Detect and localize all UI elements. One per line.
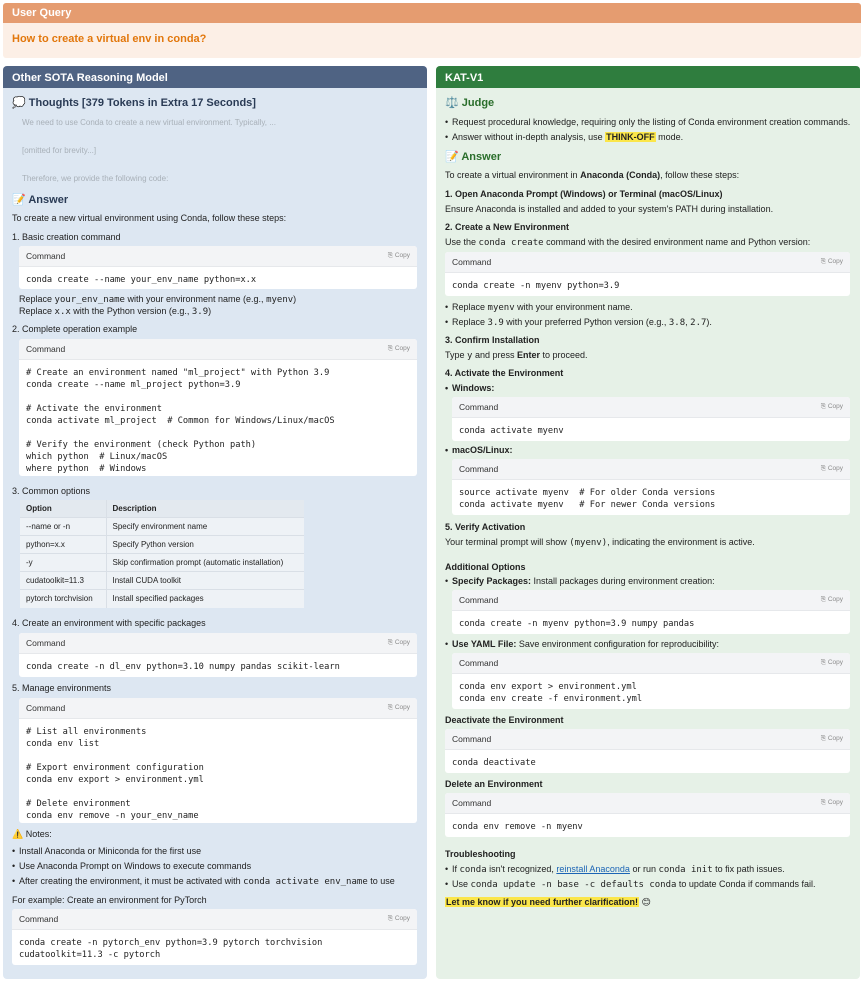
speech-bubble-icon: 💭 <box>12 97 26 109</box>
answer-title: Answer <box>461 151 502 163</box>
table-row <box>20 518 304 536</box>
code-label: Command <box>452 734 492 744</box>
judge-item: • Request procedural knowledge, requiring only the listing of Conda environment creation commands. <box>445 116 850 128</box>
copy-button[interactable]: ⎘ Copy <box>387 704 410 711</box>
replace-item: • Replace 3.9 with your preferred Python version (e.g., 3.8, 2.7). <box>445 316 712 329</box>
note-item: • Use Anaconda Prompt on Windows to execute commands <box>12 860 251 872</box>
trouble-item: • Use conda update -n base -c defaults conda to update Conda if commands fail. <box>445 878 816 891</box>
step-title: 3. Confirm Installation <box>445 335 540 345</box>
user-query-header: User Query <box>3 3 861 23</box>
code-block <box>452 590 850 634</box>
code-content: # Create an environment named "ml_project" with Python 3.9 conda create --name ml_project python=3.9 # Activate the environment conda activate ml_project # Common for Windows/Linux/macOS # Verify the environment (check Python path) which python # Linux/macOS where python # Windows <box>26 368 335 474</box>
sota-model-panel <box>3 66 427 979</box>
code-label: Command <box>459 402 499 412</box>
code-label: Command <box>26 251 66 261</box>
table-row <box>20 590 304 608</box>
table-cell: Install CUDA toolkit <box>106 572 304 590</box>
table-row <box>20 572 304 590</box>
code-label: Command <box>19 914 59 924</box>
step-text: Ensure Anaconda is installed and added to your system's PATH during installation. <box>445 204 774 214</box>
answer-heading <box>445 151 501 163</box>
copy-button[interactable]: ⎘ Copy <box>820 258 843 265</box>
code-content: conda activate myenv <box>459 426 564 436</box>
warning-icon: ⚠️ <box>12 829 24 839</box>
troubleshooting-title: Troubleshooting <box>445 849 516 859</box>
deactivate-title: Deactivate the Environment <box>445 715 564 725</box>
option-item: • Use YAML File: Save environment configuration for reproducibility: <box>445 638 719 650</box>
step-title: 1. Open Anaconda Prompt (Windows) or Terminal (macOS/Linux) <box>445 189 723 199</box>
replace-note: Replace your_env_name with your environment name (e.g., myenv) <box>19 294 297 305</box>
table-cell: -y <box>20 554 106 572</box>
code-content: conda create -n pytorch_env python=3.9 pytorch torchvision cudatoolkit=11.3 -c pytorch <box>19 938 323 960</box>
code-content: # List all environments conda env list # Export environment configuration conda env export > environment.yml # Delete environment conda env remove -n your_env_name <box>26 727 204 821</box>
code-label: Command <box>459 464 499 474</box>
step-title: 4. Activate the Environment <box>445 368 564 378</box>
memo-icon: 📝 <box>445 151 459 163</box>
step-title: 5. Verify Activation <box>445 522 526 532</box>
code-label: Command <box>26 344 66 354</box>
code-block <box>445 252 850 296</box>
replace-item: • Replace myenv with your environment name. <box>445 301 633 314</box>
step-text: Your terminal prompt will show (myenv), indicating the environment is active. <box>445 537 755 548</box>
note-item: • After creating the environment, it must be activated with conda activate env_name to use <box>12 875 395 888</box>
scales-icon: ⚖️ <box>445 97 459 109</box>
code-content: conda create --name your_env_name python=x.x <box>26 275 257 285</box>
code-content: source activate myenv # For older Conda versions conda activate myenv # For newer Conda versions <box>459 488 716 510</box>
code-block <box>19 698 417 823</box>
code-label: Command <box>452 798 492 808</box>
code-block <box>452 397 850 441</box>
options-table <box>20 500 304 608</box>
code-block <box>19 246 417 289</box>
thought-line: Therefore, we provide the following code: <box>22 174 169 183</box>
table-cell: Install specified packages <box>106 590 304 608</box>
thought-line: [omitted for brevity...] <box>22 146 97 155</box>
code-block <box>452 653 850 709</box>
copy-button[interactable]: ⎘ Copy <box>387 345 410 352</box>
note-item: • Install Anaconda or Miniconda for the first use <box>12 845 201 857</box>
table-cell: Specify environment name <box>106 518 304 536</box>
code-label: Command <box>26 638 66 648</box>
code-block <box>452 459 850 515</box>
copy-button[interactable]: ⎘ Copy <box>820 659 843 666</box>
copy-button[interactable]: ⎘ Copy <box>820 465 843 472</box>
thoughts-heading <box>12 97 256 109</box>
answer-title: Answer <box>28 194 69 206</box>
table-cell: python=x.x <box>20 536 106 554</box>
code-label: Command <box>26 703 66 713</box>
sota-panel-header: Other SOTA Reasoning Model <box>3 66 427 88</box>
judge-item: • Answer without in-depth analysis, use THINK-OFF mode. <box>445 131 683 143</box>
table-row <box>20 536 304 554</box>
kat-v1-panel <box>436 66 860 979</box>
copy-button[interactable]: ⎘ Copy <box>387 252 410 259</box>
step-title: 2. Create a New Environment <box>445 222 570 232</box>
table-header: Description <box>106 500 304 518</box>
notes-title: Notes: <box>25 829 52 839</box>
code-block <box>12 909 417 965</box>
user-query-text: How to create a virtual env in conda? <box>12 33 207 45</box>
code-content: conda create -n dl_env python=3.10 numpy pandas scikit-learn <box>26 662 340 672</box>
table-cell: Specify Python version <box>106 536 304 554</box>
step-text: Use the conda create command with the desired environment name and Python version: <box>445 237 811 248</box>
example-text: For example: Create an environment for PyTorch <box>12 895 207 905</box>
copy-button[interactable]: ⎘ Copy <box>820 596 843 603</box>
step-title: 5. Manage environments <box>12 683 112 693</box>
mac-label: • macOS/Linux: <box>445 444 513 456</box>
closing-line: Let me know if you need further clarification! 😊 <box>446 897 651 907</box>
answer-intro: To create a virtual environment in Anaconda (Conda), follow these steps: <box>445 170 740 180</box>
trouble-item: • If conda isn't recognized, reinstall Anaconda or run conda init to fix path issues. <box>445 863 785 876</box>
replace-note: Replace x.x with the Python version (e.g., 3.9) <box>19 306 212 317</box>
code-content: conda create -n myenv python=3.9 <box>452 281 620 291</box>
thought-line: We need to use Conda to create a new virtual environment. Typically, ... <box>22 118 276 127</box>
answer-intro: To create a new virtual environment using Conda, follow these steps: <box>12 213 287 223</box>
judge-title: Judge <box>461 97 495 109</box>
copy-button[interactable]: ⎘ Copy <box>387 639 410 646</box>
step-title: 4. Create an environment with specific packages <box>12 618 206 628</box>
judge-heading <box>445 97 494 109</box>
step-title: 3. Common options <box>12 486 91 496</box>
table-row <box>20 554 304 572</box>
code-block <box>445 729 850 773</box>
step-text: Type y and press Enter to proceed. <box>445 350 588 361</box>
memo-icon: 📝 <box>12 194 26 206</box>
step-title: 1. Basic creation command <box>12 232 121 242</box>
table-cell: --name or -n <box>20 518 106 536</box>
code-content: conda env remove -n myenv <box>452 822 583 832</box>
user-query-panel <box>3 3 861 58</box>
thoughts-title: Thoughts [379 Tokens in Extra 17 Seconds] <box>28 97 256 109</box>
code-content: conda create -n myenv python=3.9 numpy pandas <box>459 619 695 629</box>
reinstall-anaconda-link[interactable]: reinstall Anaconda <box>556 864 630 874</box>
table-cell: Skip confirmation prompt (automatic installation) <box>106 554 304 572</box>
delete-title: Delete an Environment <box>445 779 543 789</box>
table-cell: cudatoolkit=11.3 <box>20 572 106 590</box>
code-block <box>445 793 850 837</box>
code-label: Command <box>459 595 499 605</box>
windows-label: • Windows: <box>445 382 494 394</box>
code-block <box>19 633 417 677</box>
kat-panel-header: KAT-V1 <box>436 66 860 88</box>
additional-options-title: Additional Options <box>445 562 526 572</box>
copy-button[interactable]: ⎘ Copy <box>820 735 843 742</box>
code-label: Command <box>452 257 492 267</box>
smile-emoji-icon: 😊 <box>641 897 651 907</box>
table-header: Option <box>20 500 106 518</box>
table-header-row <box>20 500 304 518</box>
copy-button[interactable]: ⎘ Copy <box>820 403 843 410</box>
code-block <box>19 339 417 476</box>
code-content: conda env export > environment.yml conda env create -f environment.yml <box>459 682 643 704</box>
notes-heading <box>12 828 52 840</box>
code-content: conda deactivate <box>452 758 536 768</box>
code-label: Command <box>459 658 499 668</box>
answer-heading <box>12 194 68 206</box>
copy-button[interactable]: ⎘ Copy <box>820 799 843 806</box>
table-cell: pytorch torchvision <box>20 590 106 608</box>
copy-button[interactable]: ⎘ Copy <box>387 915 410 922</box>
step-title: 2. Complete operation example <box>12 324 138 334</box>
option-item: • Specify Packages: Install packages during environment creation: <box>445 575 715 587</box>
